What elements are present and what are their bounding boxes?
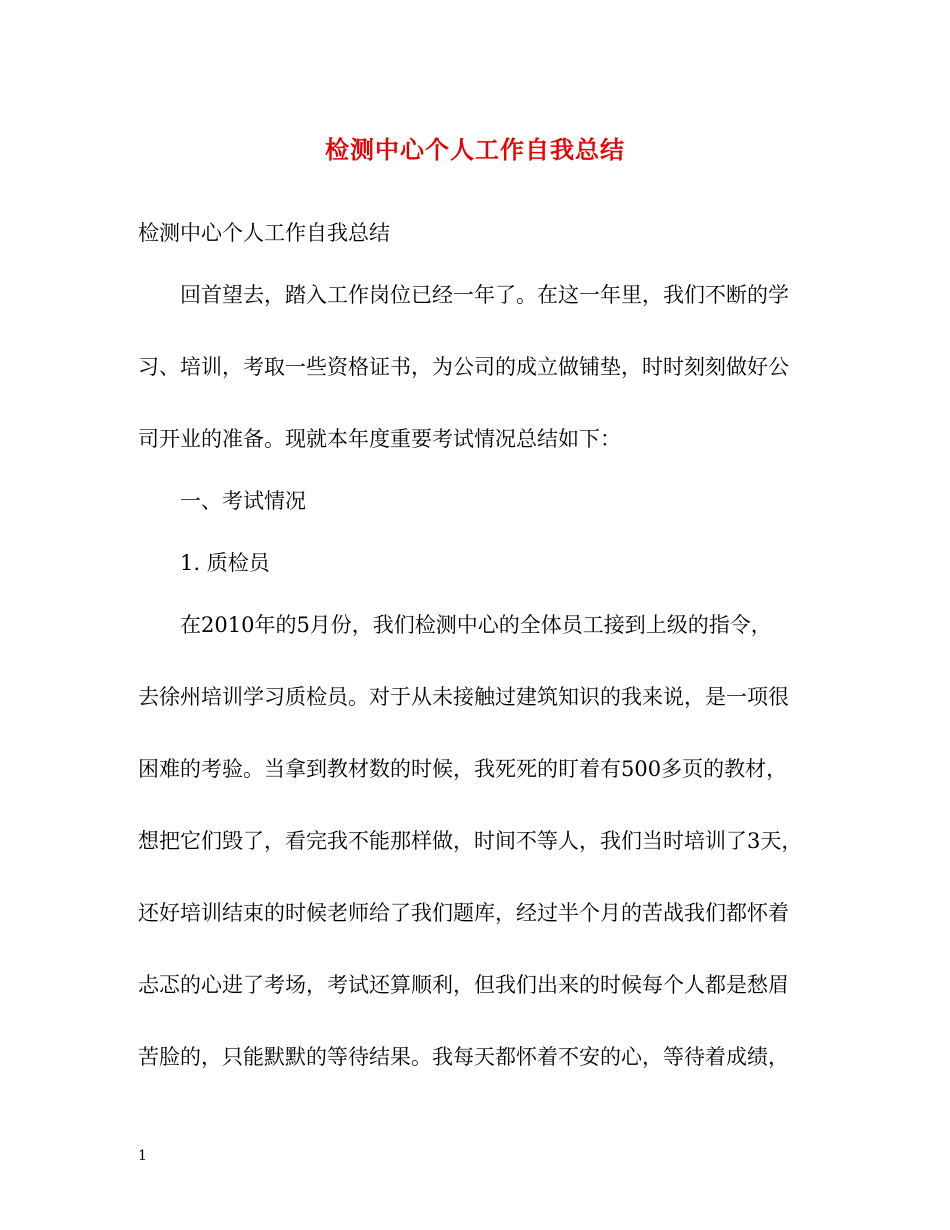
page-number: 1 (138, 1148, 147, 1164)
document-subtitle: 检测中心个人工作自我总结 (138, 221, 390, 245)
paragraph-line: 回首望去，踏入工作岗位已经一年了。在这一年里，我们不断的学 (180, 283, 789, 307)
paragraph-line: 司开业的准备。现就本年度重要考试情况总结如下： (138, 427, 621, 451)
paragraph-line: 还好培训结束的时候老师给了我们题库，经过半个月的苦战我们都怀着 (138, 901, 789, 925)
paragraph-line: 忐忑的心进了考场，考试还算顺利，但我们出来的时候每个人都是愁眉 (138, 973, 789, 997)
section-heading: 一、考试情况 (180, 489, 306, 513)
paragraph-line: 习、培训，考取一些资格证书，为公司的成立做铺垫，时时刻刻做好公 (138, 355, 789, 379)
page-title: 检测中心个人工作自我总结 (325, 135, 625, 164)
subsection-heading: 1. 质检员 (180, 551, 270, 575)
paragraph-line: 去徐州培训学习质检员。对于从未接触过建筑知识的我来说，是一项很 (138, 685, 789, 709)
paragraph-line: 在2010年的5月份，我们检测中心的全体员工接到上级的指令， (180, 613, 772, 637)
paragraph-line: 困难的考验。当拿到教材数的时候，我死死的盯着有500多页的教材， (138, 757, 788, 781)
paragraph-line: 想把它们毁了，看完我不能那样做，时间不等人，我们当时培训了3天， (138, 829, 803, 853)
paragraph-line: 苦脸的，只能默默的等待结果。我每天都怀着不安的心，等待着成绩， (138, 1045, 789, 1069)
